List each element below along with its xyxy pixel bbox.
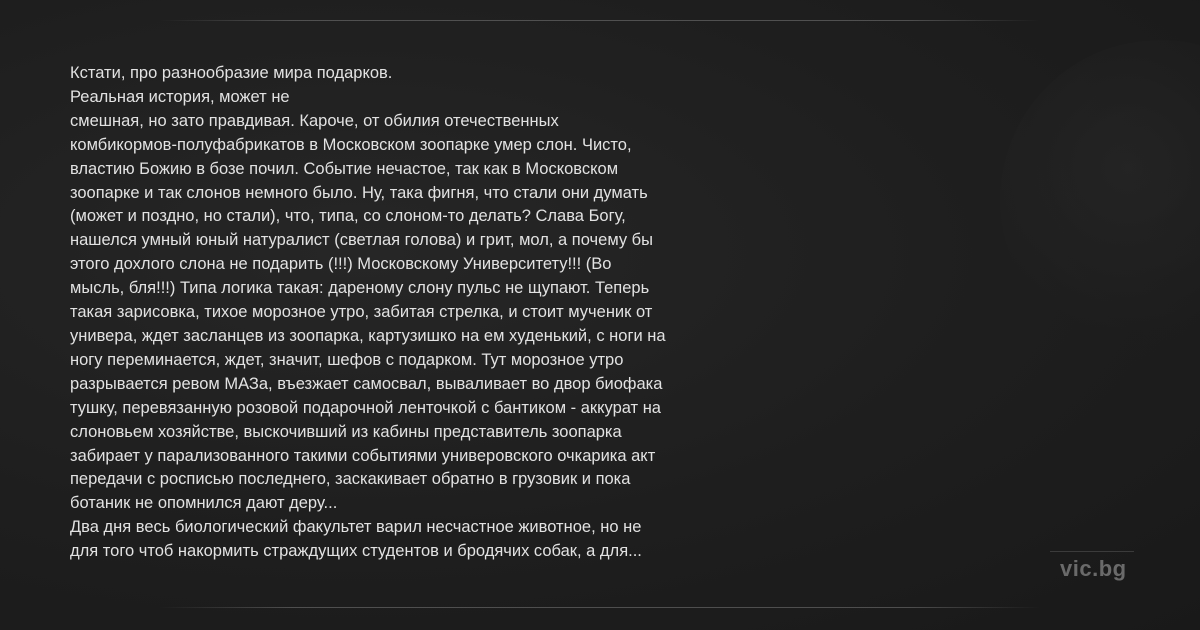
text-line: тушку, перевязанную розовой подарочной ленточкой с бантиком - аккурат на bbox=[70, 398, 661, 417]
text-line: этого дохлого слона не подарить (!!!) Московскому Университету!!! (Во bbox=[70, 255, 612, 274]
text-line: Кстати, про разнообразие мира подарков. bbox=[70, 64, 393, 82]
text-line: смешная, но зато правдивая. Кароче, от обилия отечественных bbox=[70, 111, 559, 130]
text-line: нашелся умный юный натуралист (светлая голова) и грит, мол, а почему бы bbox=[70, 231, 653, 250]
text-line: Два дня весь биологический факультет варил несчастное животное, но не bbox=[70, 518, 642, 537]
text-line: комбикормов-полуфабрикатов в Московском зоопарке умер слон. Чисто, bbox=[70, 135, 632, 154]
text-line: Реальная история, может не bbox=[70, 87, 290, 106]
text-line: мысль, бля!!!) Типа логика такая: дареному слону пульс не щупают. Теперь bbox=[70, 279, 650, 298]
text-line: передачи с росписью последнего, заскакивает обратно в грузовик и пока bbox=[70, 470, 631, 489]
text-line: разрывается ревом МАЗа, въезжает самосвал, вываливает во двор биофака bbox=[70, 374, 663, 393]
background-decoration bbox=[1000, 40, 1200, 360]
text-line: для того чтоб накормить страждущих студентов и бродячих собак, а для... bbox=[70, 542, 642, 561]
text-line: (может и поздно, но стали), что, типа, со слоном-то делать? Слава Богу, bbox=[70, 207, 626, 226]
brand-divider bbox=[1050, 551, 1134, 552]
joke-text bbox=[70, 62, 750, 564]
text-line: слоновьем хозяйстве, выскочивший из кабины представитель зоопарка bbox=[70, 422, 622, 441]
text-line: забирает у парализованного такими событиями универовского очкарика акт bbox=[70, 446, 656, 465]
site-logo: vic.bg bbox=[1060, 556, 1127, 581]
text-line: универа, ждет засланцев из зоопарка, картузишко на ем худенький, с ноги на bbox=[70, 326, 666, 345]
text-line: ботаник не опомнился дают деру... bbox=[70, 494, 338, 513]
text-line: зоопарке и так слонов немного было. Ну, така фигня, что стали они думать bbox=[70, 183, 648, 202]
text-line: такая зарисовка, тихое морозное утро, забитая стрелка, и стоит мученик от bbox=[70, 303, 653, 322]
bottom-divider bbox=[160, 607, 1040, 608]
text-line: ногу переминается, ждет, значит, шефов с подарком. Тут морозное утро bbox=[70, 350, 624, 369]
text-line: властию Божию в бозе почил. Событие нечастое, так как в Московском bbox=[70, 159, 619, 178]
top-divider bbox=[160, 20, 1040, 21]
